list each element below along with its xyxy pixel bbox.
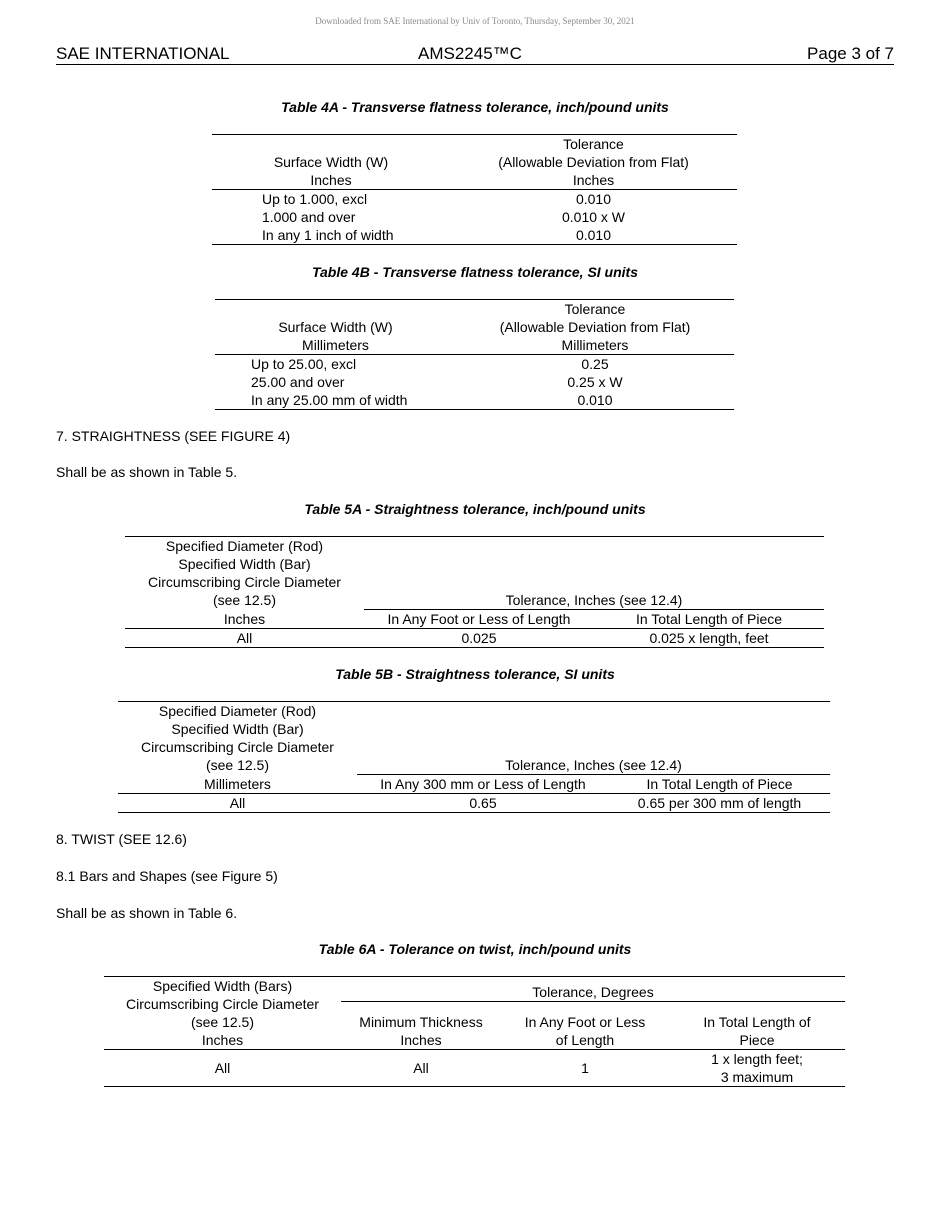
table-6a-caption: Table 6A - Tolerance on twist, inch/pound units [318, 941, 632, 957]
table-row: All All 1 1 x length feet; 3 maximum [104, 1050, 845, 1087]
table-6a [104, 976, 845, 1087]
table-row: In any 1 inch of width 0.010 [212, 226, 737, 245]
table-5a [125, 536, 824, 648]
table-4b-col1-header: Surface Width (W) Millimeters [215, 300, 456, 355]
table-row: 1.000 and over 0.010 x W [262, 209, 626, 225]
section-7-heading: 7. STRAIGHTNESS (SEE FIGURE 4) [56, 428, 291, 444]
table-6a-sub-header: In Any Foot or Less of Length [524, 1014, 646, 1048]
page-header [56, 44, 894, 65]
table-5b-col1-header: Specified Diameter (Rod) Specified Width (Bar) Circumscribing Circle Diameter (see 12.5) [141, 703, 334, 773]
table-5a-sub-header: In Total Length of Piece [635, 610, 783, 627]
table-4a-caption: Table 4A - Transverse flatness tolerance, inch/pound units [281, 99, 669, 115]
table-5b [118, 701, 830, 813]
table-4a-col1-header: Surface Width (W) Inches [212, 135, 450, 190]
table-5b-sub-header: In Any 300 mm or Less of Length [380, 775, 586, 792]
table-5b-sub-header: In Total Length of Piece [646, 775, 793, 792]
header-doc-id: AMS2245™C [418, 44, 522, 63]
table-6a-group-header: Tolerance, Degrees [341, 977, 845, 1002]
section-8-heading: 8. TWIST (SEE 12.6) [56, 831, 187, 847]
section-8-1-heading: 8.1 Bars and Shapes (see Figure 5) [56, 868, 278, 884]
table-5a-caption: Table 5A - Straightness tolerance, inch/pound units [304, 501, 646, 517]
table-4b-caption: Table 4B - Transverse flatness tolerance, SI units [311, 264, 638, 280]
table-6a-col1-header: Specified Width (Bars) Circumscribing Circle Diameter (see 12.5) Inches [126, 978, 319, 1048]
table-row: Up to 25.00, excl 0.25 [251, 356, 609, 372]
table-5a-group-header: Tolerance, Inches (see 12.4) [364, 537, 824, 610]
table-6a-sub-header: In Total Length of Piece [703, 1014, 811, 1048]
table-5b-caption: Table 5B - Straightness tolerance, SI units [335, 666, 615, 682]
header-org: SAE INTERNATIONAL [56, 44, 230, 63]
table-4a [212, 134, 737, 245]
table-4b [215, 299, 734, 410]
section-8-text: Shall be as shown in Table 6. [56, 905, 238, 921]
header-page-number: Page 3 of 7 [807, 44, 894, 63]
table-row: All 0.025 0.025 x length, feet [125, 628, 824, 647]
table-5a-sub-header: In Any Foot or Less of Length [387, 610, 571, 627]
table-5a-unit-header: Inches [223, 610, 266, 627]
table-row: Up to 1.000, excl 0.010 [262, 191, 612, 207]
table-6a-sub-header: Minimum Thickness Inches [359, 1014, 483, 1048]
table-5b-unit-header: Millimeters [204, 775, 271, 792]
table-4a-col2-header: Tolerance (Allowable Deviation from Flat) Inches [450, 135, 737, 190]
table-5b-group-header: Tolerance, Inches (see 12.4) [357, 702, 830, 775]
table-row: 25.00 and over 0.25 x W [251, 374, 623, 390]
section-7-text: Shall be as shown in Table 5. [56, 464, 238, 480]
table-row: All 0.65 0.65 per 300 mm of length [118, 793, 830, 812]
table-4b-col2-header: Tolerance (Allowable Deviation from Flat) Millimeters [456, 300, 734, 355]
table-row: In any 25.00 mm of width 0.010 [215, 391, 734, 410]
download-notice: Downloaded from SAE International by Univ of Toronto, Thursday, September 30, 2021 [315, 16, 635, 26]
table-5a-col1-header: Specified Diameter (Rod) Specified Width (Bar) Circumscribing Circle Diameter (see 12.5) [148, 538, 341, 608]
